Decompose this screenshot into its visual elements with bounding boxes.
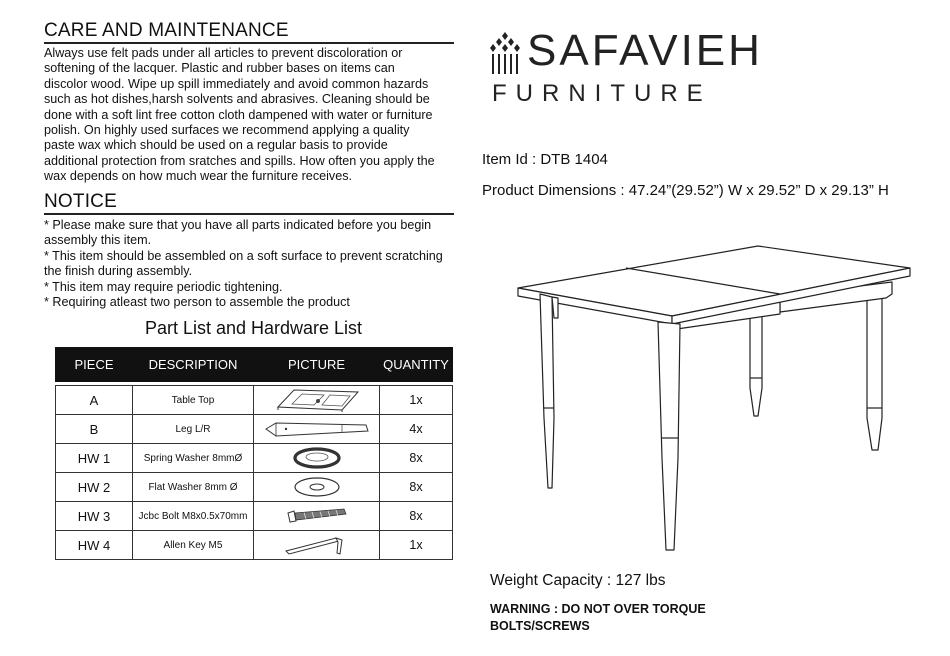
description-cell: Spring Washer 8mmØ	[133, 444, 254, 473]
care-line: softening of the lacquer. Plastic and rubber bases on items can	[44, 61, 395, 76]
brand-name: SAFAVIEH	[527, 26, 763, 75]
table-row	[56, 386, 453, 415]
care-heading: CARE AND MAINTENANCE	[44, 20, 289, 41]
warning-text	[490, 601, 706, 635]
table-row	[56, 502, 453, 531]
care-line: wax depends on how much wear the furniture receives.	[44, 169, 353, 184]
parts-header-row	[56, 348, 453, 382]
description-cell: Jcbc Bolt M8x0.5x70mm	[133, 502, 254, 531]
picture-column-header: PICTURE	[254, 348, 380, 382]
notice-heading-rule	[44, 213, 454, 215]
quantity-cell: 8x	[380, 473, 453, 502]
quantity-cell: 1x	[380, 386, 453, 415]
parts-title: Part List and Hardware List	[144, 318, 363, 338]
piece-cell: HW 4	[56, 531, 133, 560]
table-row	[56, 415, 453, 444]
care-line: paste wax which should be used on a regular basis to provide	[44, 138, 388, 153]
leg-icon	[262, 419, 372, 439]
weight-capacity: Weight Capacity : 127 lbs	[490, 572, 666, 589]
table-row	[56, 473, 453, 502]
piece-cell: HW 1	[56, 444, 133, 473]
spring-washer-icon	[287, 446, 347, 470]
description-cell: Leg L/R	[133, 415, 254, 444]
allen-key-icon	[282, 533, 352, 557]
quantity-cell: 8x	[380, 444, 453, 473]
description-cell: Allen Key M5	[133, 531, 254, 560]
quantity-column-header: QUANTITY	[380, 348, 453, 382]
notice-list	[44, 218, 464, 310]
piece-cell: B	[56, 415, 133, 444]
care-line: discolor wood. Wipe up spill immediately and avoid common hazards	[44, 76, 429, 91]
table-row	[56, 531, 453, 560]
care-line: polish. On highly used surfaces we recommend applying a quality	[44, 123, 410, 138]
bolt-icon	[282, 505, 352, 527]
description-column-header: DESCRIPTION	[133, 348, 254, 382]
notice-heading: NOTICE	[44, 191, 117, 212]
flat-washer-icon	[287, 475, 347, 499]
notice-line: * This item may require periodic tightening.	[44, 279, 283, 294]
care-heading-rule	[44, 42, 454, 44]
parts-table	[55, 347, 453, 560]
table-row	[56, 444, 453, 473]
piece-cell: HW 3	[56, 502, 133, 531]
product-dimensions: Product Dimensions : 47.24”(29.52”) W x 29.52” D x 29.13” H	[482, 182, 889, 199]
description-cell: Table Top	[133, 386, 254, 415]
dining-table-drawing	[510, 238, 920, 558]
quantity-cell: 8x	[380, 502, 453, 531]
notice-line: * Please make sure that you have all parts indicated before you begin	[44, 218, 432, 232]
care-line: such as hot dishes,harsh solvents and abrasives. Cleaning should be	[44, 92, 430, 107]
brand-sub: FURNITURE	[492, 80, 712, 107]
notice-line: * Requiring atleast two person to assemble the product	[44, 295, 350, 310]
notice-line: * This item should be assembled on a soft surface to prevent scratching	[44, 248, 443, 263]
logo-emblem-icon	[488, 30, 522, 76]
care-line: additional protection from sratches and spills. How often you apply the	[44, 153, 435, 168]
item-id: Item Id : DTB 1404	[482, 151, 608, 168]
warning-line: BOLTS/SCREWS	[490, 619, 590, 633]
warning-line: WARNING : DO NOT OVER TORQUE	[490, 602, 706, 616]
description-cell: Flat Washer 8mm Ø	[133, 473, 254, 502]
notice-line: assembly this item.	[44, 233, 152, 248]
care-line: Always use felt pads under all articles to prevent discoloration or	[44, 46, 403, 60]
quantity-cell: 4x	[380, 415, 453, 444]
notice-line: the finish during assembly.	[44, 264, 193, 279]
piece-cell: A	[56, 386, 133, 415]
piece-cell: HW 2	[56, 473, 133, 502]
care-line: done with a soft lint free cotton cloth dampened with water or furniture	[44, 107, 433, 122]
quantity-cell: 1x	[380, 531, 453, 560]
piece-column-header: PIECE	[56, 348, 133, 382]
table-top-icon	[272, 387, 362, 413]
care-paragraph	[44, 46, 464, 185]
